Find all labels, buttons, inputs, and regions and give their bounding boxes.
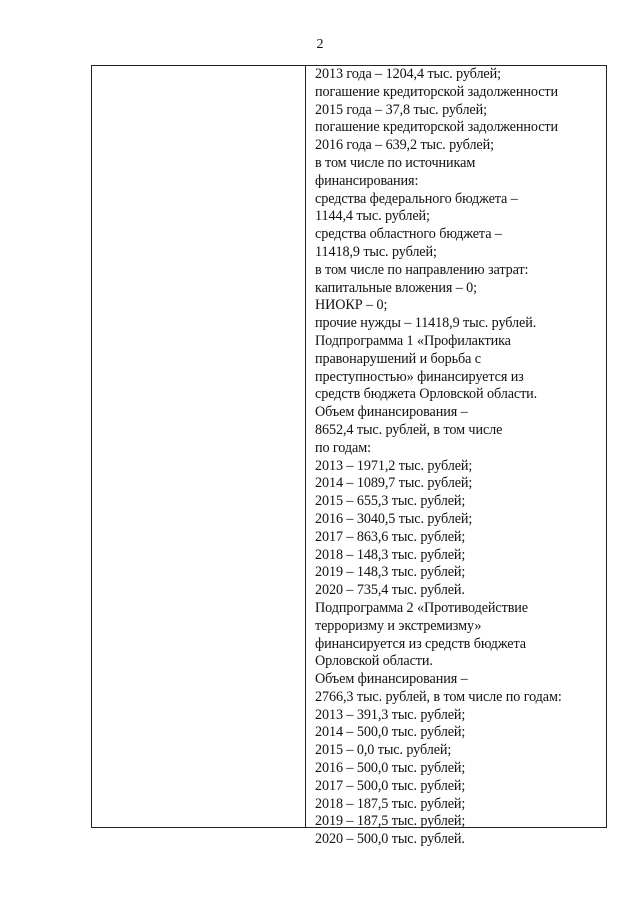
- document-table: [91, 65, 607, 848]
- text-line: 2019 – 187,5 тыс. рублей;: [315, 813, 466, 830]
- text-line: прочие нужды – 11418,9 тыс. рублей.: [315, 315, 537, 332]
- text-line: средств бюджета Орловской области.: [315, 386, 538, 403]
- text-line: средства областного бюджета –: [315, 226, 502, 243]
- text-line: 2017 – 500,0 тыс. рублей;: [315, 777, 466, 794]
- text-line: 2017 – 863,6 тыс. рублей;: [315, 528, 466, 545]
- text-line: финансируется из средств бюджета: [315, 635, 526, 652]
- text-line: Объем финансирования –: [315, 404, 468, 421]
- text-line: 2766,3 тыс. рублей, в том числе по годам:: [315, 688, 562, 705]
- text-line: 2020 – 735,4 тыс. рублей.: [315, 582, 465, 599]
- text-line: в том числе по источникам: [315, 154, 476, 171]
- text-line: 2018 – 148,3 тыс. рублей;: [315, 546, 466, 563]
- text-line: погашение кредиторской задолженности: [315, 119, 559, 136]
- text-line: финансирования:: [315, 172, 419, 189]
- text-line: НИОКР – 0;: [315, 297, 388, 314]
- text-line: 11418,9 тыс. рублей;: [315, 243, 437, 260]
- text-line: Подпрограмма 2 «Противодействие: [315, 599, 528, 616]
- text-line: 2020 – 500,0 тыс. рублей.: [315, 831, 465, 848]
- text-line: 2015 года – 37,8 тыс. рублей;: [315, 101, 487, 118]
- text-line: 2013 – 391,3 тыс. рублей;: [315, 706, 466, 723]
- text-line: преступностью» финансируется из: [315, 368, 524, 385]
- text-line: 2015 – 0,0 тыс. рублей;: [315, 742, 452, 759]
- text-line: 2016 года – 639,2 тыс. рублей;: [315, 137, 494, 154]
- text-line: 2018 – 187,5 тыс. рублей;: [315, 795, 466, 812]
- table-left-cell: [92, 66, 306, 827]
- text-line: 2013 года – 1204,4 тыс. рублей;: [315, 66, 501, 82]
- text-line: Объем финансирования –: [315, 671, 468, 688]
- text-line: 2014 – 1089,7 тыс. рублей;: [315, 475, 473, 492]
- table-right-cell: [306, 66, 606, 848]
- text-line: Орловской области.: [315, 653, 433, 670]
- text-line: Подпрограмма 1 «Профилактика: [315, 332, 511, 349]
- text-line: 2016 – 500,0 тыс. рублей;: [315, 760, 466, 777]
- text-line: 2014 – 500,0 тыс. рублей;: [315, 724, 466, 741]
- text-line: правонарушений и борьба с: [315, 350, 481, 367]
- text-line: средства федерального бюджета –: [315, 190, 518, 207]
- text-line: 2013 – 1971,2 тыс. рублей;: [315, 457, 473, 474]
- text-line: 2016 – 3040,5 тыс. рублей;: [315, 510, 473, 527]
- text-line: 8652,4 тыс. рублей, в том числе: [315, 421, 503, 438]
- text-line: 2019 – 148,3 тыс. рублей;: [315, 564, 466, 581]
- text-line: по годам:: [315, 439, 371, 456]
- text-line: погашение кредиторской задолженности: [315, 83, 559, 100]
- text-line: капитальные вложения – 0;: [315, 279, 477, 296]
- text-line: в том числе по направлению затрат:: [315, 261, 529, 278]
- text-line: терроризму и экстремизму»: [315, 617, 482, 634]
- page-number: 2: [316, 37, 324, 52]
- text-line: 2015 – 655,3 тыс. рублей;: [315, 493, 466, 510]
- text-line: 1144,4 тыс. рублей;: [315, 208, 430, 225]
